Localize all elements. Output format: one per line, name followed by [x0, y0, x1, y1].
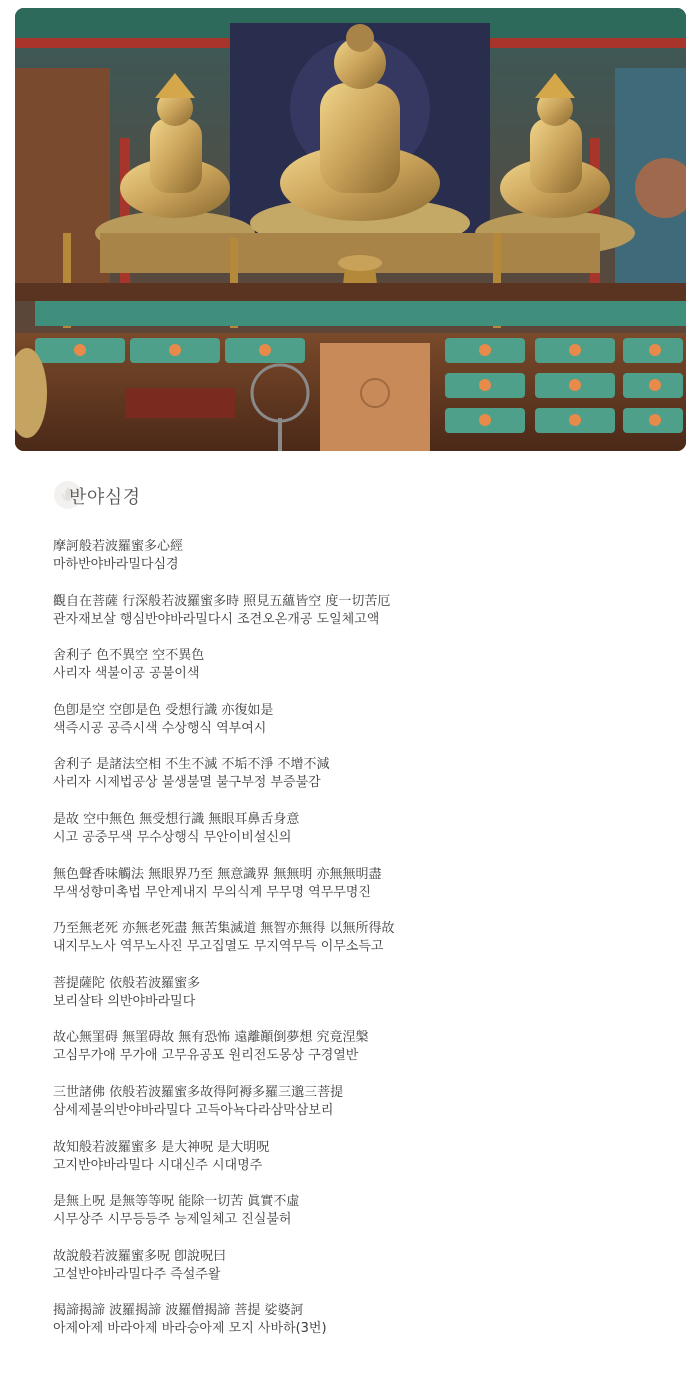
verse-hanja: 三世諸佛 依般若波羅蜜多故得阿褥多羅三邈三菩提 [53, 1084, 344, 1100]
verse-hangul: 보리살타 의반야바라밀다 [53, 993, 196, 1009]
verse-hangul: 색즉시공 공즉시색 수상행식 역부여시 [53, 720, 267, 736]
verse-block [53, 1302, 673, 1357]
verse-block [53, 920, 673, 975]
verse-hanja: 是故 空中無色 無受想行識 無眼耳鼻舌身意 [53, 811, 300, 827]
verse-hanja: 色卽是空 空卽是色 受想行識 亦復如是 [53, 702, 274, 718]
verse-hanja: 揭諦揭諦 波羅揭諦 波羅僧揭諦 菩提 娑婆訶 [53, 1303, 304, 1319]
verse-block [53, 975, 673, 1030]
verse-hangul: 무색성향미촉법 무안계내지 무의식계 무무명 역무무명진 [53, 884, 371, 900]
verse-block [53, 538, 673, 593]
verse-hanja: 舍利子 是諸法空相 不生不滅 不垢不淨 不增不減 [53, 757, 330, 773]
verse-hanja: 觀自在菩薩 行深般若波羅蜜多時 照見五蘊皆空 度一切苦厄 [53, 593, 391, 609]
verse-hanja: 是無上呪 是無等等呪 能除一切苦 眞實不虛 [53, 1194, 300, 1210]
verse-hanja: 舍利子 色不異空 空不異色 [53, 648, 205, 664]
verse-hangul: 사리자 색불이공 공불이색 [53, 666, 200, 682]
verse-block [53, 1248, 673, 1303]
verse-hangul: 삼세제불의반야바라밀다 고득아뇩다라삼막삼보리 [53, 1102, 334, 1118]
verse-block [53, 1029, 673, 1084]
verse-hangul: 고설반야바라밀다주 즉설주왈 [53, 1266, 221, 1282]
verse-block [53, 1193, 673, 1248]
verse-block [53, 593, 673, 648]
verse-block [53, 702, 673, 757]
verse-hanja: 乃至無老死 亦無老死盡 無苦集滅道 無智亦無得 以無所得故 [53, 921, 395, 937]
sutra-text [53, 538, 673, 1357]
verse-hangul: 고심무가애 무가애 고무유공포 원리전도몽상 구경열반 [53, 1048, 359, 1064]
verse-block [53, 866, 673, 921]
buddha-altar-photo [15, 8, 686, 451]
verse-hangul: 내지무노사 역무노사진 무고집멸도 무지역무득 이무소득고 [53, 939, 384, 955]
verse-hanja: 菩提薩陀 依般若波羅蜜多 [53, 975, 201, 991]
verse-hangul: 사리자 시제법공상 불생불멸 불구부정 부증불감 [53, 775, 321, 791]
verse-hanja: 摩訶般若波羅蜜多心經 [53, 539, 184, 554]
verse-block [53, 811, 673, 866]
verse-hangul: 아제아제 바라아제 바라승아제 모지 사바하(3번) [53, 1321, 327, 1337]
verse-hanja: 無色聲香味觸法 無眼界乃至 無意識界 無無明 亦無無明盡 [53, 866, 382, 882]
verse-hangul: 고지반야바라밀다 시대신주 시대명주 [53, 1157, 263, 1173]
verse-hanja: 故心無罣碍 無罣碍故 無有恐怖 遠離顚倒夢想 究竟涅槃 [53, 1030, 369, 1046]
verse-block [53, 1139, 673, 1194]
verse-hanja: 故說般若波羅蜜多呪 卽說呪曰 [53, 1248, 227, 1264]
verse-block [53, 756, 673, 811]
verse-block [53, 647, 673, 702]
page-title: 반야심경 [69, 487, 141, 508]
verse-hangul: 마하반야바라밀다심경 [53, 557, 179, 572]
verse-hangul: 시무상주 시무등등주 능제일체고 진실불허 [53, 1212, 292, 1228]
verse-hanja: 故知般若波羅蜜多 是大神呪 是大明呪 [53, 1139, 270, 1155]
verse-hangul: 관자재보살 행심반야바라밀다시 조견오온개공 도일체고액 [53, 611, 380, 627]
verse-block [53, 1084, 673, 1139]
verse-hangul: 시고 공중무색 무수상행식 무안이비설신의 [53, 829, 292, 845]
